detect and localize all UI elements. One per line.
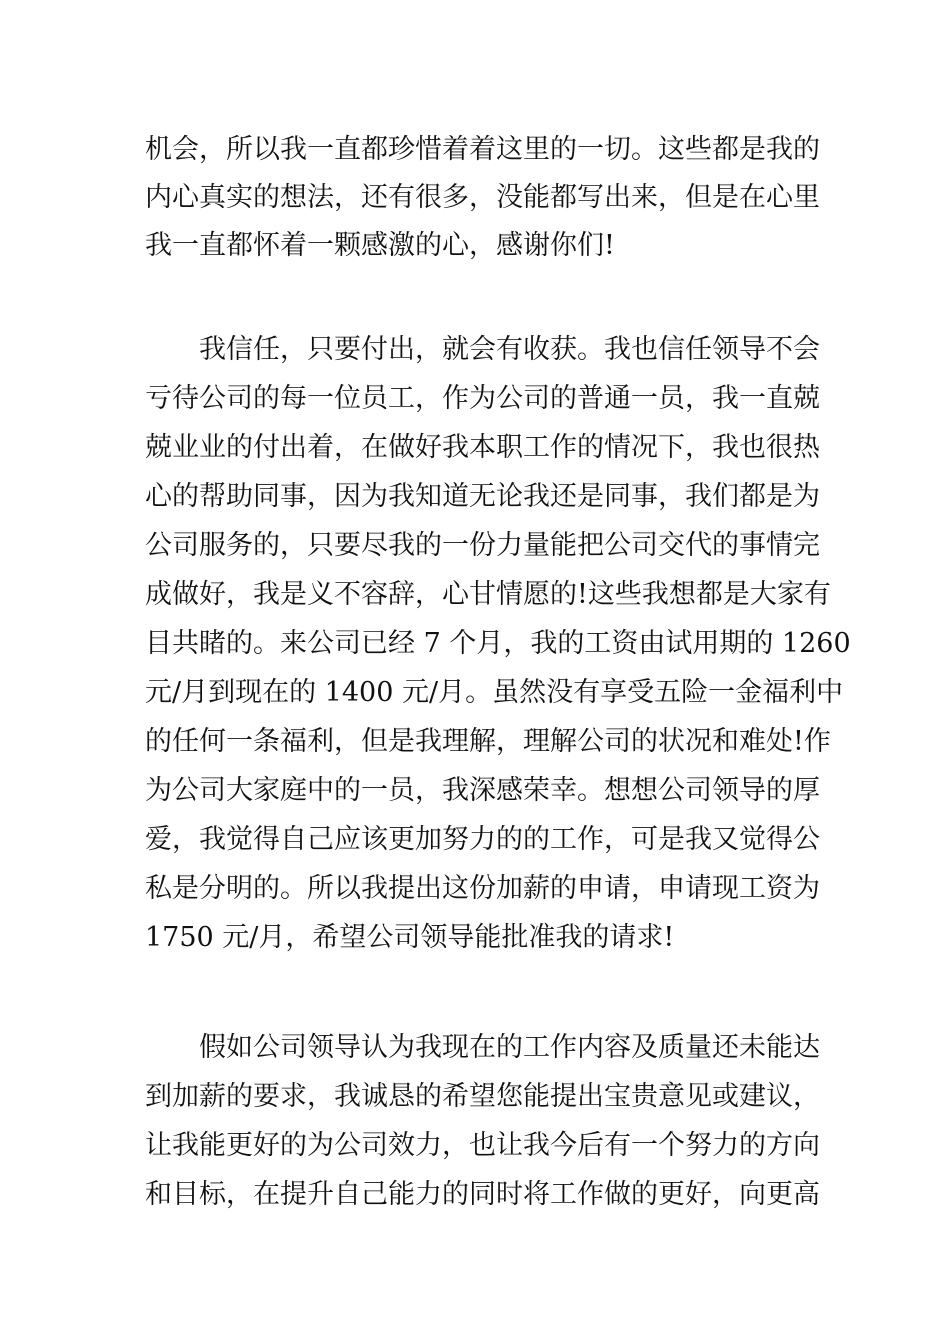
paragraph-2-line-11: 爱，我觉得自己应该更加努力的的工作，可是我又觉得公: [145, 824, 820, 855]
paragraph-2-line-2: 亏待公司的每一位员工，作为公司的普通一员，我一直兢: [145, 383, 820, 414]
paragraph-2-line-10: 为公司大家庭中的一员，我深感荣幸。想想公司领导的厚: [145, 775, 820, 806]
paragraph-2-line-3: 兢业业的付出着，在做好我本职工作的情况下，我也很热: [145, 432, 820, 463]
paragraph-3-line-2: 到加薪的要求，我诚恳的希望您能提出宝贵意见或建议，: [145, 1081, 820, 1112]
paragraph-3-line-3: 让我能更好的为公司效力，也让我今后有一个努力的方向: [145, 1130, 820, 1161]
paragraph-2-line-1: 我信任，只要付出，就会有收获。我也信任领导不会: [199, 334, 820, 365]
paragraph-2-line-8: 元/月到现在的 1400 元/月。虽然没有享受五险一金福利中: [145, 677, 844, 708]
paragraph-2-line-5: 公司服务的，只要尽我的一份力量能把公司交代的事情完: [145, 530, 820, 561]
paragraph-1-line-1: 机会，所以我一直都珍惜着着这里的一切。这些都是我的: [145, 134, 820, 165]
paragraph-2-line-7: 目共睹的。来公司已经 7 个月，我的工资由试用期的 1260: [145, 628, 851, 659]
paragraph-1-line-3: 我一直都怀着一颗感激的心，感谢你们!: [145, 230, 615, 261]
paragraph-3-line-1: 假如公司领导认为我现在的工作内容及质量还未能达: [199, 1032, 820, 1063]
paragraph-3-line-4: 和目标，在提升自己能力的同时将工作做的更好，向更高: [145, 1179, 820, 1210]
paragraph-2-line-4: 心的帮助同事，因为我知道无论我还是同事，我们都是为: [145, 481, 820, 512]
paragraph-2-line-13: 1750 元/月，希望公司领导能批准我的请求!: [145, 922, 675, 953]
paragraph-2-line-6: 成做好，我是义不容辞，心甘情愿的!这些我想都是大家有: [145, 579, 831, 610]
paragraph-2-line-12: 私是分明的。所以我提出这份加薪的申请，申请现工资为: [145, 873, 820, 904]
paragraph-2-line-9: 的任何一条福利，但是我理解，理解公司的状况和难处!作: [145, 726, 831, 757]
paragraph-1-line-2: 内心真实的想法，还有很多，没能都写出来，但是在心里: [145, 182, 820, 213]
